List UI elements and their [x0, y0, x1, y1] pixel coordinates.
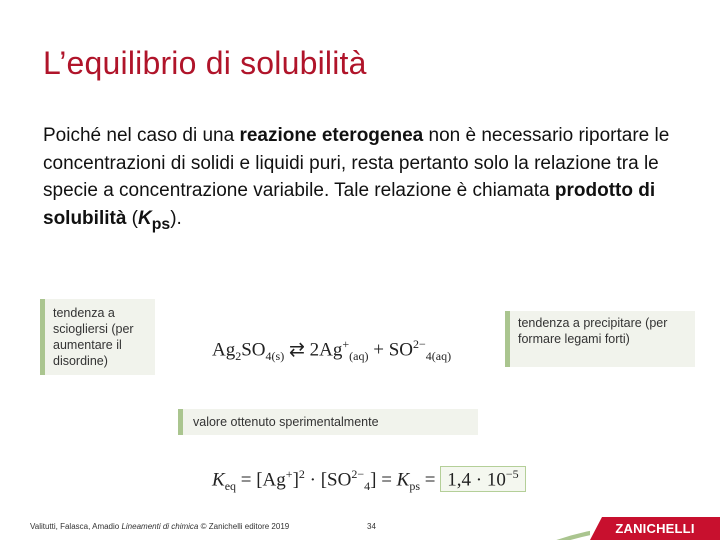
slide-title: L’equilibrio di solubilità	[43, 45, 367, 81]
kps-equation: $K_{eq} = [Ag^+]^2 \cdot [SO^{2-}_4] = K_{ps} = 1,4 \cdot 10^{-5}$	[212, 466, 526, 494]
kps-value: $1,4 \cdot 10^{-5}$	[440, 466, 525, 492]
footer-credits: Valitutti, Falasca, Amadio Lineamenti di chimica © Zanichelli editore 2019	[30, 522, 290, 531]
body-text-1: Poiché nel caso di una	[43, 125, 240, 146]
logo-notch	[590, 517, 602, 540]
body-text-4: ).	[170, 207, 182, 229]
zanichelli-logo: ZANICHELLI	[590, 517, 720, 540]
body-text-2: non è necessario riportare le concentrazioni di solidi e liquidi puri, resta pertanto solo la relazione tra le specie a concentrazione variabile. Tale relazione è chiamata	[43, 125, 670, 201]
body-text-3: (	[126, 207, 139, 229]
box-tendenza-sciogliersi: tendenza a sciogliersi (per aumentare il disordine)	[40, 299, 155, 375]
kps-sub: ps	[151, 215, 171, 233]
equilibrium-equation: $Ag_2SO_{4(s)}$ ⇄ $2Ag^+_{(aq)} + SO^{2-}_{4(aq)}$	[212, 337, 452, 364]
page-number: 34	[367, 522, 376, 531]
kps-k: K	[138, 207, 152, 229]
box-tendenza-precipitare: tendenza a precipitare (per formare legami forti)	[505, 311, 695, 367]
body-bold-prodotto: prodotto di solubilità	[43, 180, 656, 229]
box-valore-sperimentale: valore ottenuto sperimentalmente	[178, 409, 478, 435]
body-bold-eterogenea: reazione eterogenea	[239, 125, 424, 146]
